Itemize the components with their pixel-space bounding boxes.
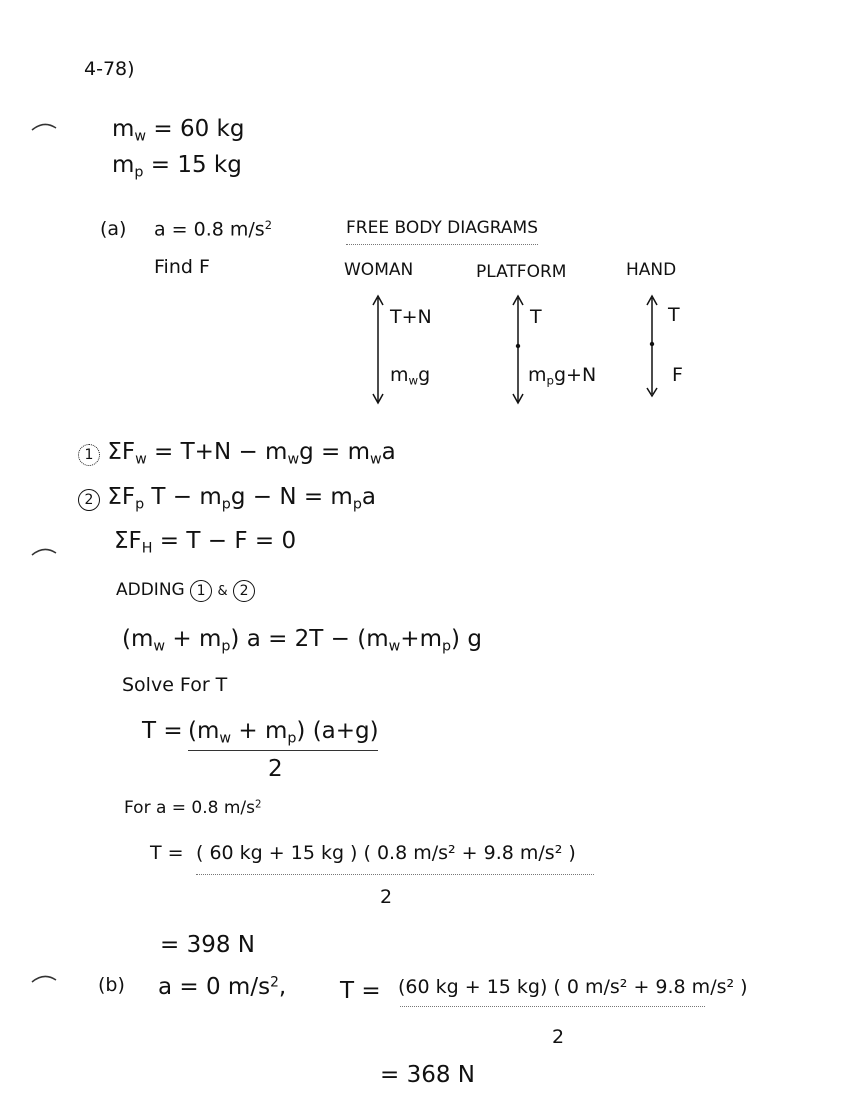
t-formula-numerator: $(m_w + m_p)$ (a+g) (188, 718, 379, 747)
fbd-hand-down-force: F (672, 364, 683, 386)
given-mass-platform: $m_p = 15$ kg (112, 152, 242, 181)
t-calc-a-denominator: 2 (380, 886, 393, 908)
solve-for-t: Solve For T (122, 674, 228, 696)
t-calc-b-denominator: 2 (552, 1026, 565, 1048)
problem-number: 4-78) (84, 58, 135, 80)
t-formula-denominator: 2 (268, 756, 283, 782)
t-calc-b-result: = 368 N (380, 1062, 475, 1088)
fbd-woman-down-force: $m_wg$ (390, 364, 431, 388)
equation-1: 1 $\Sigma F_w = T+N - m_wg = m_wa$ (78, 441, 396, 467)
combined-equation: $(m_w + m_p) a = 2T - (m_w+m_p)$ g (122, 626, 482, 655)
fbd-hand-up-force: T (668, 304, 680, 326)
t-formula-lhs: T = (142, 718, 183, 744)
part-a-accel: a = 0.8 $m/s^2$ (154, 218, 272, 241)
fbd-title-underline (346, 244, 538, 245)
part-a-find: Find F (154, 256, 210, 278)
t-calc-b-fraction-bar (400, 1006, 705, 1007)
margin-mark (30, 545, 60, 559)
fbd-title: FREE BODY DIAGRAMS (346, 218, 538, 238)
adding-line: ADDING 1 & 2 (116, 580, 255, 602)
fbd-platform-label: PLATFORM (476, 262, 567, 282)
fbd-hand-label: HAND (626, 260, 677, 280)
fbd-platform-down-force: $m_pg+N$ (528, 364, 597, 388)
part-b-accel: a = 0 $m/s^2$, (158, 974, 287, 1000)
margin-mark (30, 972, 60, 986)
t-calc-b-lhs: T = (340, 978, 381, 1004)
for-a-condition: For a = 0.8 $m/s^2$ (124, 798, 262, 818)
t-formula-fraction-bar (188, 750, 378, 751)
t-calc-a-result: = 398 N (160, 932, 255, 958)
fbd-woman-up-force: T+N (390, 306, 432, 328)
t-calc-a-fraction-bar (196, 874, 594, 875)
fbd-woman-label: WOMAN (344, 260, 414, 280)
t-calc-a-lhs: T = (150, 842, 184, 864)
equation-2: 2 $\Sigma F_p$ $T - m_pg - N = m_pa$ (78, 486, 376, 512)
given-mass-woman: $m_w = 60$ kg (112, 116, 245, 145)
part-a-label: (a) (100, 218, 127, 240)
part-b-label: (b) (98, 974, 125, 996)
fbd-platform-up-force: T (530, 306, 542, 328)
t-calc-a-numerator: ( 60 kg + 15 kg ) ( 0.8 m/s² + 9.8 m/s² ) (196, 842, 576, 864)
margin-mark (30, 120, 60, 134)
t-calc-b-numerator: (60 kg + 15 kg) ( 0 m/s² + 9.8 m/s² ) (398, 976, 748, 998)
equation-3: $\Sigma F_H = T - F = 0$ (114, 528, 297, 557)
